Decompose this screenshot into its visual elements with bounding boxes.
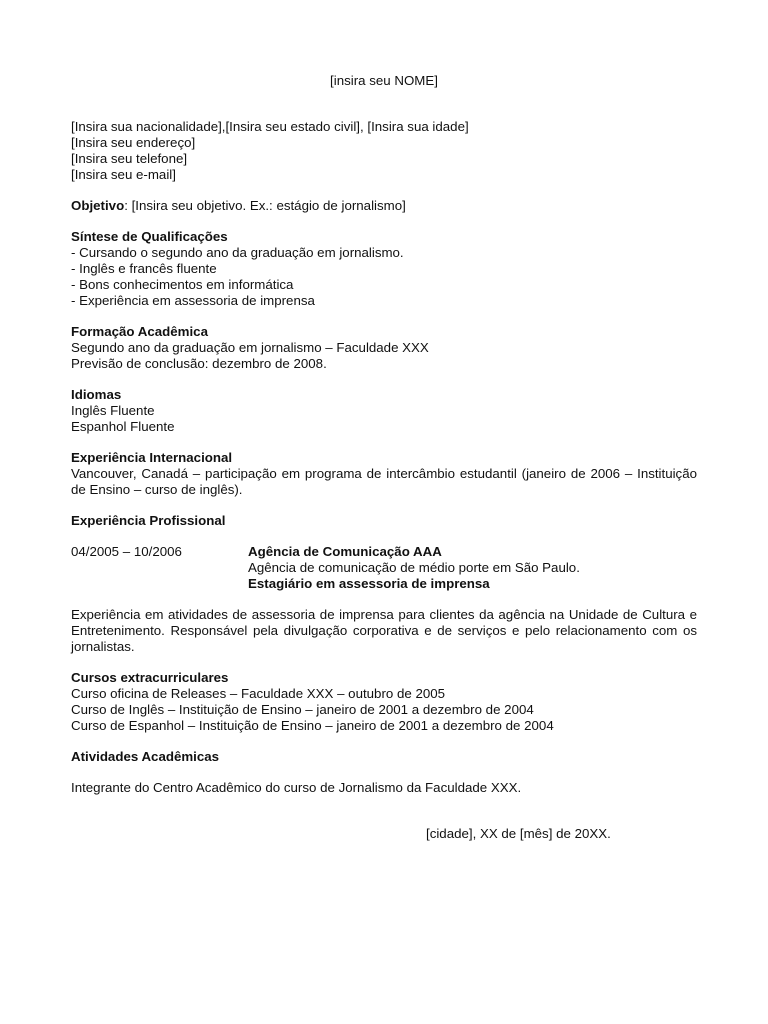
qualification-item: - Bons conhecimentos em informática	[71, 277, 294, 292]
academic-text: Integrante do Centro Acadêmico do curso de Jornalismo da Faculdade XXX.	[71, 780, 522, 795]
education-course: Segundo ano da graduação em jornalismo – Faculdade XXX	[71, 340, 429, 355]
courses-heading: Cursos extracurriculares	[71, 670, 229, 685]
course-item: Curso de Inglês – Instituição de Ensino – janeiro de 2001 a dezembro de 2004	[71, 702, 534, 717]
company-description: Agência de comunicação de médio porte em São Paulo.	[248, 560, 580, 575]
candidate-name: [insira seu NOME]	[330, 73, 438, 88]
nationality-line: [Insira sua nacionalidade],[Insira seu estado civil], [Insira sua idade]	[71, 119, 469, 134]
languages-heading: Idiomas	[71, 387, 122, 402]
professional-section	[71, 513, 697, 655]
job-role: Estagiário em assessoria de imprensa	[248, 576, 490, 591]
qualification-item: - Experiência em assessoria de imprensa	[71, 293, 315, 308]
academic-heading: Atividades Acadêmicas	[71, 749, 220, 764]
languages-section	[71, 387, 697, 435]
resume-content	[71, 73, 697, 842]
course-item: Curso oficina de Releases – Faculdade XXX – outubro de 2005	[71, 686, 446, 701]
professional-heading: Experiência Profissional	[71, 513, 226, 528]
language-item: Inglês Fluente	[71, 403, 155, 418]
education-section	[71, 324, 697, 372]
course-item: Curso de Espanhol – Instituição de Ensino – janeiro de 2001 a dezembro de 2004	[71, 718, 554, 733]
experience-entry	[71, 544, 697, 592]
objective-label: Objetivo	[71, 198, 125, 213]
email-line: [Insira seu e-mail]	[71, 167, 176, 182]
experience-period: 04/2005 – 10/2006	[71, 544, 182, 559]
place-date-line: [cidade], XX de [mês] de 20XX.	[426, 826, 611, 841]
international-heading: Experiência Internacional	[71, 450, 233, 465]
objective-section	[71, 198, 697, 214]
qualifications-heading: Síntese de Qualificações	[71, 229, 228, 244]
international-text: Vancouver, Canadá – participação em programa de intercâmbio estudantil (janeiro de 2006 – Instituição de Ensino – curso de inglês).	[71, 466, 697, 497]
qualification-item: - Cursando o segundo ano da graduação em jornalismo.	[71, 245, 404, 260]
experience-detail	[248, 544, 697, 592]
objective-text: : [Insira seu objetivo. Ex.: estágio de jornalismo]	[124, 198, 406, 213]
experience-description: Experiência em atividades de assessoria de imprensa para clientes da agência na Unidade de Cultura e Entretenimento. Responsável pela divulgação corporativa e de serviços e pelo relacionamento com os jornalistas.	[71, 607, 697, 654]
qualifications-section	[71, 229, 697, 309]
qualification-item: - Inglês e francês fluente	[71, 261, 217, 276]
education-completion: Previsão de conclusão: dezembro de 2008.	[71, 356, 327, 371]
address-line: [Insira seu endereço]	[71, 135, 196, 150]
language-item: Espanhol Fluente	[71, 419, 175, 434]
international-section	[71, 450, 697, 498]
company-name: Agência de Comunicação AAA	[248, 544, 442, 559]
courses-section	[71, 670, 697, 734]
education-heading: Formação Acadêmica	[71, 324, 208, 339]
academic-section	[71, 749, 697, 796]
phone-line: [Insira seu telefone]	[71, 151, 188, 166]
personal-info	[71, 119, 697, 183]
